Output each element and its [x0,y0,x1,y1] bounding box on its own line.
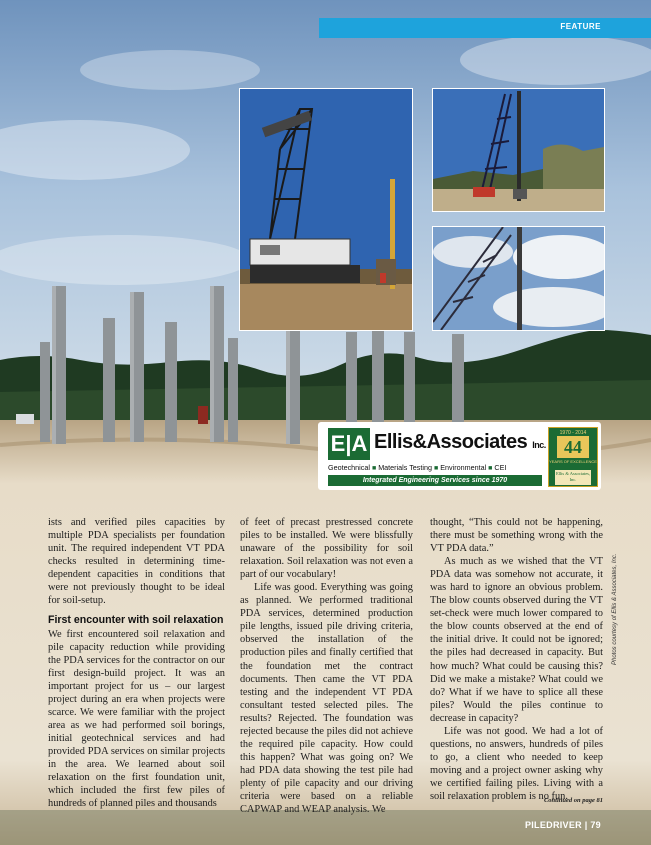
paragraph: Life was good. Everything was going as planned. We performed traditional PDA services, determined production pile lengths, issued pile driving criteria, observed the installation of the production piles and finally certified that the foundation met the contract documents. Then came the VT PDA testing and the independent VT PDA consultant tested selected piles. The results? Rejected. The foundation was rejected because the piles did not achieve the required pile capacity. How could this happen? What was going on? We had PDA data showing the test pile had plenty of pile capacity and our driving criteria were based on a reliable CAPWAP and WEAP analysis. We [240,582,413,816]
badge-years-range: 1970 - 2014 [559,430,587,436]
badge-subtitle: YEARS OF EXCELLENCE [549,459,597,464]
inset-photo-crane [239,88,413,331]
logo-company-name: Ellis&Associates Inc. [374,431,546,453]
logo-tagline: Integrated Engineering Services since 1970 [328,475,542,486]
logo-mark: E|A [328,428,370,460]
inset-photo-boom-sky [432,226,605,331]
anniversary-badge [548,427,598,487]
paragraph: We first encountered soil relaxation and pile capacity reduction while providing the PDA services for the contractor on our first design-build project. It was an important project for us – our largest project during an era when projects were scarce. We were familiar with the project area as we had performed soil borings, initial geotechnical services and had provided PDA services on similar projects in the area. We learned about soil relaxation on the first foundation unit, which included the first few piles of hundreds of planned piles and thousands [48,628,225,810]
article-column-2 [240,516,413,816]
badge-number: 44 [557,436,589,458]
section-tag-label: FEATURE [560,22,601,31]
page-folio: PILEDRIVER | 79 [524,820,601,830]
photo-credit: Photos courtesy of Ellis & Associates, Inc. [612,553,618,665]
article-column-3 [430,516,603,803]
section-tag [319,18,651,38]
badge-firm: Ellis & Associates, Inc. [555,470,591,485]
section-heading: First encounter with soil relaxation [48,614,224,627]
continued-note: Continued on page 81 [543,797,603,804]
paragraph: thought, “This could not be happening, there must be something wrong with the VT PDA data.” [430,517,603,555]
ellis-associates-logo [318,422,601,490]
inset-photo-red-crane [432,88,605,212]
paragraph: Life was not good. We had a lot of questions, no answers, hundreds of piles to go, a client who needed to keep moving and a project owner asking why we certified failing piles. Living with a soil relaxation problem is no fun. [430,725,603,802]
article-column-1 [48,516,225,810]
logo-services: Geotechnical ■ Materials Testing ■ Environmental ■ CEI [328,463,507,472]
paragraph: ists and verified piles capacities by multiple PDA specialists per foundation unit. The required independent VT PDA checks resulted in determining time-dependent capacities in conditions that were not previously thought to be ideal for soil-setup. [48,517,225,607]
paragraph: As much as we wished that the VT PDA data was somehow not accurate, it was hard to ignore an obvious problem. The blow counts observed during the VT set-check were much lower compared to the blow counts observed at the end of the initial drive. It could not be ignored; the piles had decreased in capacity. But how much? What could be causing this? Did we make a mistake? What could we do? What if we have to splice all these piles? Would the piles continue to decrease in capacity? [430,556,603,724]
paragraph: of feet of precast prestressed concrete piles to be installed. We were blissfully unaware of the possibility for soil relaxation. Soil relaxation was not even a part of our vocabulary! [240,517,413,581]
